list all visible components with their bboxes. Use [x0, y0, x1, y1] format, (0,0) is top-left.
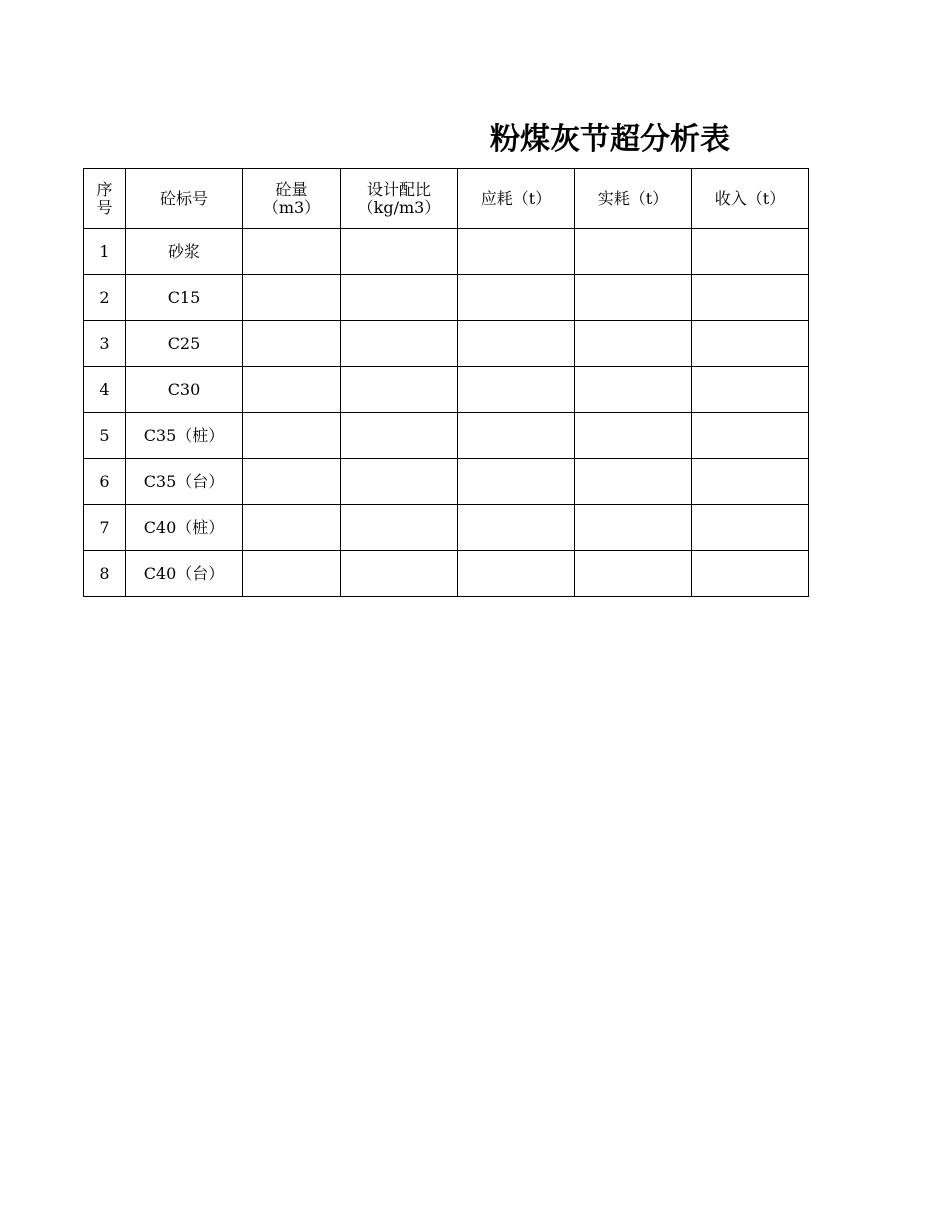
header-serial-line1: 序: [96, 179, 113, 199]
cell-income[interactable]: [692, 321, 809, 367]
cell-required[interactable]: [458, 459, 575, 505]
cell-ratio[interactable]: [341, 413, 458, 459]
cell-actual[interactable]: [575, 551, 692, 597]
cell-income[interactable]: [692, 229, 809, 275]
cell-serial: 4: [84, 367, 126, 413]
cell-grade: 砂浆: [126, 229, 243, 275]
cell-income[interactable]: [692, 413, 809, 459]
cell-serial: 6: [84, 459, 126, 505]
cell-grade: C30: [126, 367, 243, 413]
cell-actual[interactable]: [575, 229, 692, 275]
cell-actual[interactable]: [575, 321, 692, 367]
cell-serial: 7: [84, 505, 126, 551]
cell-grade: C25: [126, 321, 243, 367]
cell-actual[interactable]: [575, 413, 692, 459]
table-row: [84, 321, 809, 367]
cell-income[interactable]: [692, 505, 809, 551]
cell-volume[interactable]: [243, 321, 341, 367]
cell-ratio[interactable]: [341, 367, 458, 413]
cell-income[interactable]: [692, 459, 809, 505]
table-row: [84, 367, 809, 413]
table-row: [84, 229, 809, 275]
header-volume-line2: （m3）: [262, 197, 321, 217]
table-row: [84, 413, 809, 459]
cell-volume[interactable]: [243, 459, 341, 505]
header-income: 收入（t）: [692, 169, 809, 229]
cell-ratio[interactable]: [341, 321, 458, 367]
table-row: [84, 459, 809, 505]
header-row: [84, 169, 809, 229]
cell-grade: C40（台）: [126, 551, 243, 597]
header-concrete-volume: [243, 169, 341, 229]
header-ratio-line1: 设计配比: [366, 179, 431, 199]
cell-grade: C35（台）: [126, 459, 243, 505]
page-title: 粉煤灰节超分析表: [490, 122, 730, 157]
cell-required[interactable]: [458, 367, 575, 413]
cell-ratio[interactable]: [341, 551, 458, 597]
cell-required[interactable]: [458, 275, 575, 321]
cell-actual[interactable]: [575, 275, 692, 321]
header-serial-number: [84, 169, 126, 229]
cell-volume[interactable]: [243, 275, 341, 321]
cell-serial: 8: [84, 551, 126, 597]
header-required-consumption: 应耗（t）: [458, 169, 575, 229]
header-serial-line2: 号: [96, 197, 113, 217]
cell-required[interactable]: [458, 321, 575, 367]
cell-serial: 2: [84, 275, 126, 321]
header-design-ratio: [341, 169, 458, 229]
cell-volume[interactable]: [243, 367, 341, 413]
table-row: [84, 505, 809, 551]
cell-volume[interactable]: [243, 413, 341, 459]
cell-ratio[interactable]: [341, 459, 458, 505]
cell-grade: C35（桩）: [126, 413, 243, 459]
cell-income[interactable]: [692, 367, 809, 413]
header-concrete-grade: 砼标号: [126, 169, 243, 229]
cell-ratio[interactable]: [341, 275, 458, 321]
cell-grade: C40（桩）: [126, 505, 243, 551]
cell-volume[interactable]: [243, 551, 341, 597]
analysis-table: [83, 168, 809, 597]
cell-serial: 1: [84, 229, 126, 275]
table-row: [84, 551, 809, 597]
cell-required[interactable]: [458, 413, 575, 459]
cell-serial: 5: [84, 413, 126, 459]
header-volume-line1: 砼量: [275, 179, 308, 199]
cell-ratio[interactable]: [341, 229, 458, 275]
cell-serial: 3: [84, 321, 126, 367]
cell-required[interactable]: [458, 551, 575, 597]
cell-volume[interactable]: [243, 229, 341, 275]
cell-grade: C15: [126, 275, 243, 321]
cell-actual[interactable]: [575, 367, 692, 413]
cell-actual[interactable]: [575, 459, 692, 505]
table-row: [84, 275, 809, 321]
cell-ratio[interactable]: [341, 505, 458, 551]
cell-required[interactable]: [458, 505, 575, 551]
header-actual-consumption: 实耗（t）: [575, 169, 692, 229]
cell-income[interactable]: [692, 551, 809, 597]
cell-volume[interactable]: [243, 505, 341, 551]
header-ratio-line2: （kg/m3）: [357, 197, 441, 217]
cell-actual[interactable]: [575, 505, 692, 551]
cell-required[interactable]: [458, 229, 575, 275]
cell-income[interactable]: [692, 275, 809, 321]
